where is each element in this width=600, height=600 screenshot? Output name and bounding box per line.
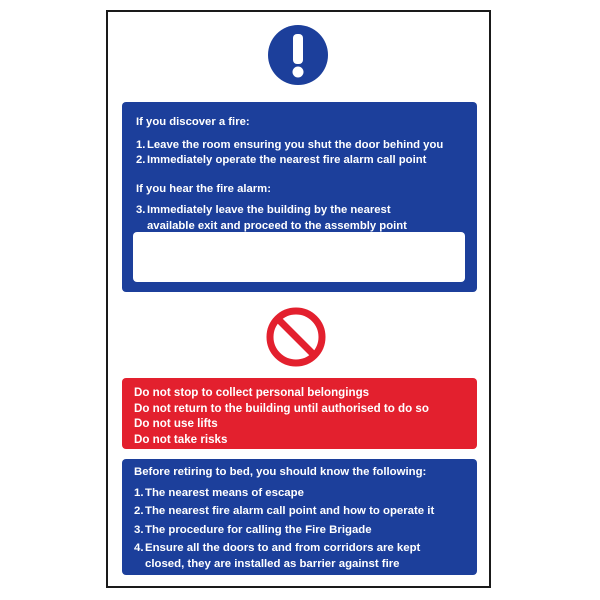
- fire-action-sign: [106, 10, 491, 588]
- alarm-heading: If you hear the fire alarm:: [136, 182, 271, 195]
- list-item: 3. Immediately leave the building by the nearest available exit and proceed to the assembly point: [136, 204, 407, 232]
- list-item: 1. The nearest means of escape: [134, 486, 304, 499]
- prohibitions-panel: [122, 378, 477, 449]
- list-item: 4. Ensure all the doors to and from corridors are kept closed, they are installed as barrier against fire: [134, 542, 421, 570]
- list-item: 3. The procedure for calling the Fire Brigade: [134, 523, 372, 536]
- fire-action-panel: [122, 102, 477, 292]
- prohibition-line: Do not use lifts: [134, 417, 218, 431]
- prohibition-line: Do not take risks: [134, 432, 228, 446]
- prohibition-icon: [261, 306, 331, 368]
- bedtime-panel: [122, 459, 477, 575]
- list-item: 1. Leave the room ensuring you shut the door behind you: [136, 138, 444, 151]
- discover-heading: If you discover a fire:: [136, 116, 250, 128]
- assembly-point-blank-box: [133, 232, 465, 282]
- list-item: 2. Immediately operate the nearest fire alarm call point: [136, 154, 427, 166]
- prohibition-line: Do not stop to collect personal belongings: [134, 386, 370, 399]
- bedtime-heading: Before retiring to bed, you should know the following:: [134, 466, 427, 478]
- exclamation-icon: [267, 24, 329, 86]
- list-item: 2. The nearest fire alarm call point and how to operate it: [134, 505, 435, 517]
- prohibition-line: Do not return to the building until authorised to do so: [134, 401, 429, 415]
